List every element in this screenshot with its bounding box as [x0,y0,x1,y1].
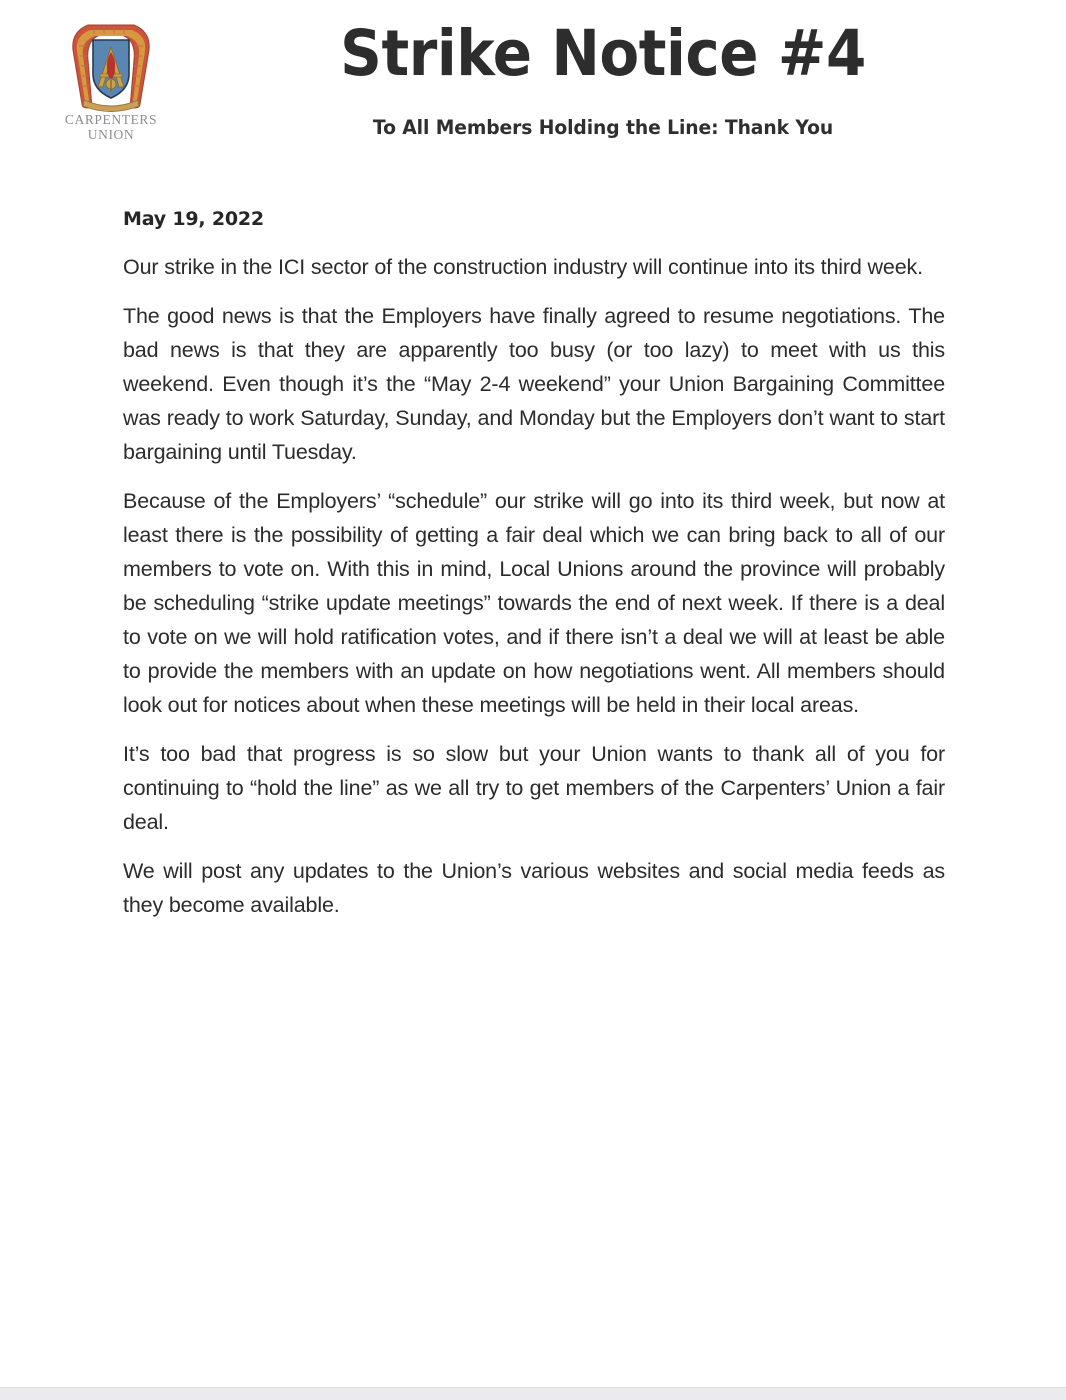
body-paragraph: It’s too bad that progress is so slow but your Union wants to thank all of you for continuing to “hold the line” as we all try to get members of the Carpenters’ Union a fair deal. [123,742,945,834]
union-wordmark-line2: UNION [87,126,135,142]
page-title: Strike Notice #4 [340,17,866,90]
page-subtitle: To All Members Holding the Line: Thank You [372,116,834,140]
body-paragraph: The good news is that the Employers have finally agreed to resume negotiations. The bad news is that they are apparently too busy (or too lazy) to meet with us this weekend. Even though it’s the “May 2-4 weekend” your Union Bargaining Committee was ready to work Saturday, Sunday, and Monday but the Employers don’t want to start bargaining until Tuesday. [123,304,945,464]
notice-date: May 19, 2022 [123,208,264,230]
carpenters-union-crest-icon [60,16,162,112]
union-wordmark-line1: CARPENTERS [64,112,158,127]
body-paragraph: Because of the Employers’ “schedule” our strike will go into its third week, but now at least there is the possibility of getting a fair deal which we can bring back to all of our members to vote on. With this in mind, Local Unions around the province will probably be scheduling “strike update meetings” towards the end of next week. If there is a deal to vote on we will hold ratification votes, and if there isn’t a deal we will at least be able to provide the members with an update on how negotiations went. All members should look out for notices about when these meetings will be held in their local areas. [123,489,945,717]
union-wordmark [52,113,170,142]
body-paragraph: We will post any updates to the Union’s various websites and social media feeds as they become available. [123,859,945,917]
union-logo [52,16,170,142]
page-bottom-edge [0,1387,1066,1400]
body-paragraph: Our strike in the ICI sector of the construction industry will continue into its third week. [123,255,923,279]
title-block [180,17,1026,140]
document-header [0,0,1066,178]
document-body [123,208,945,922]
